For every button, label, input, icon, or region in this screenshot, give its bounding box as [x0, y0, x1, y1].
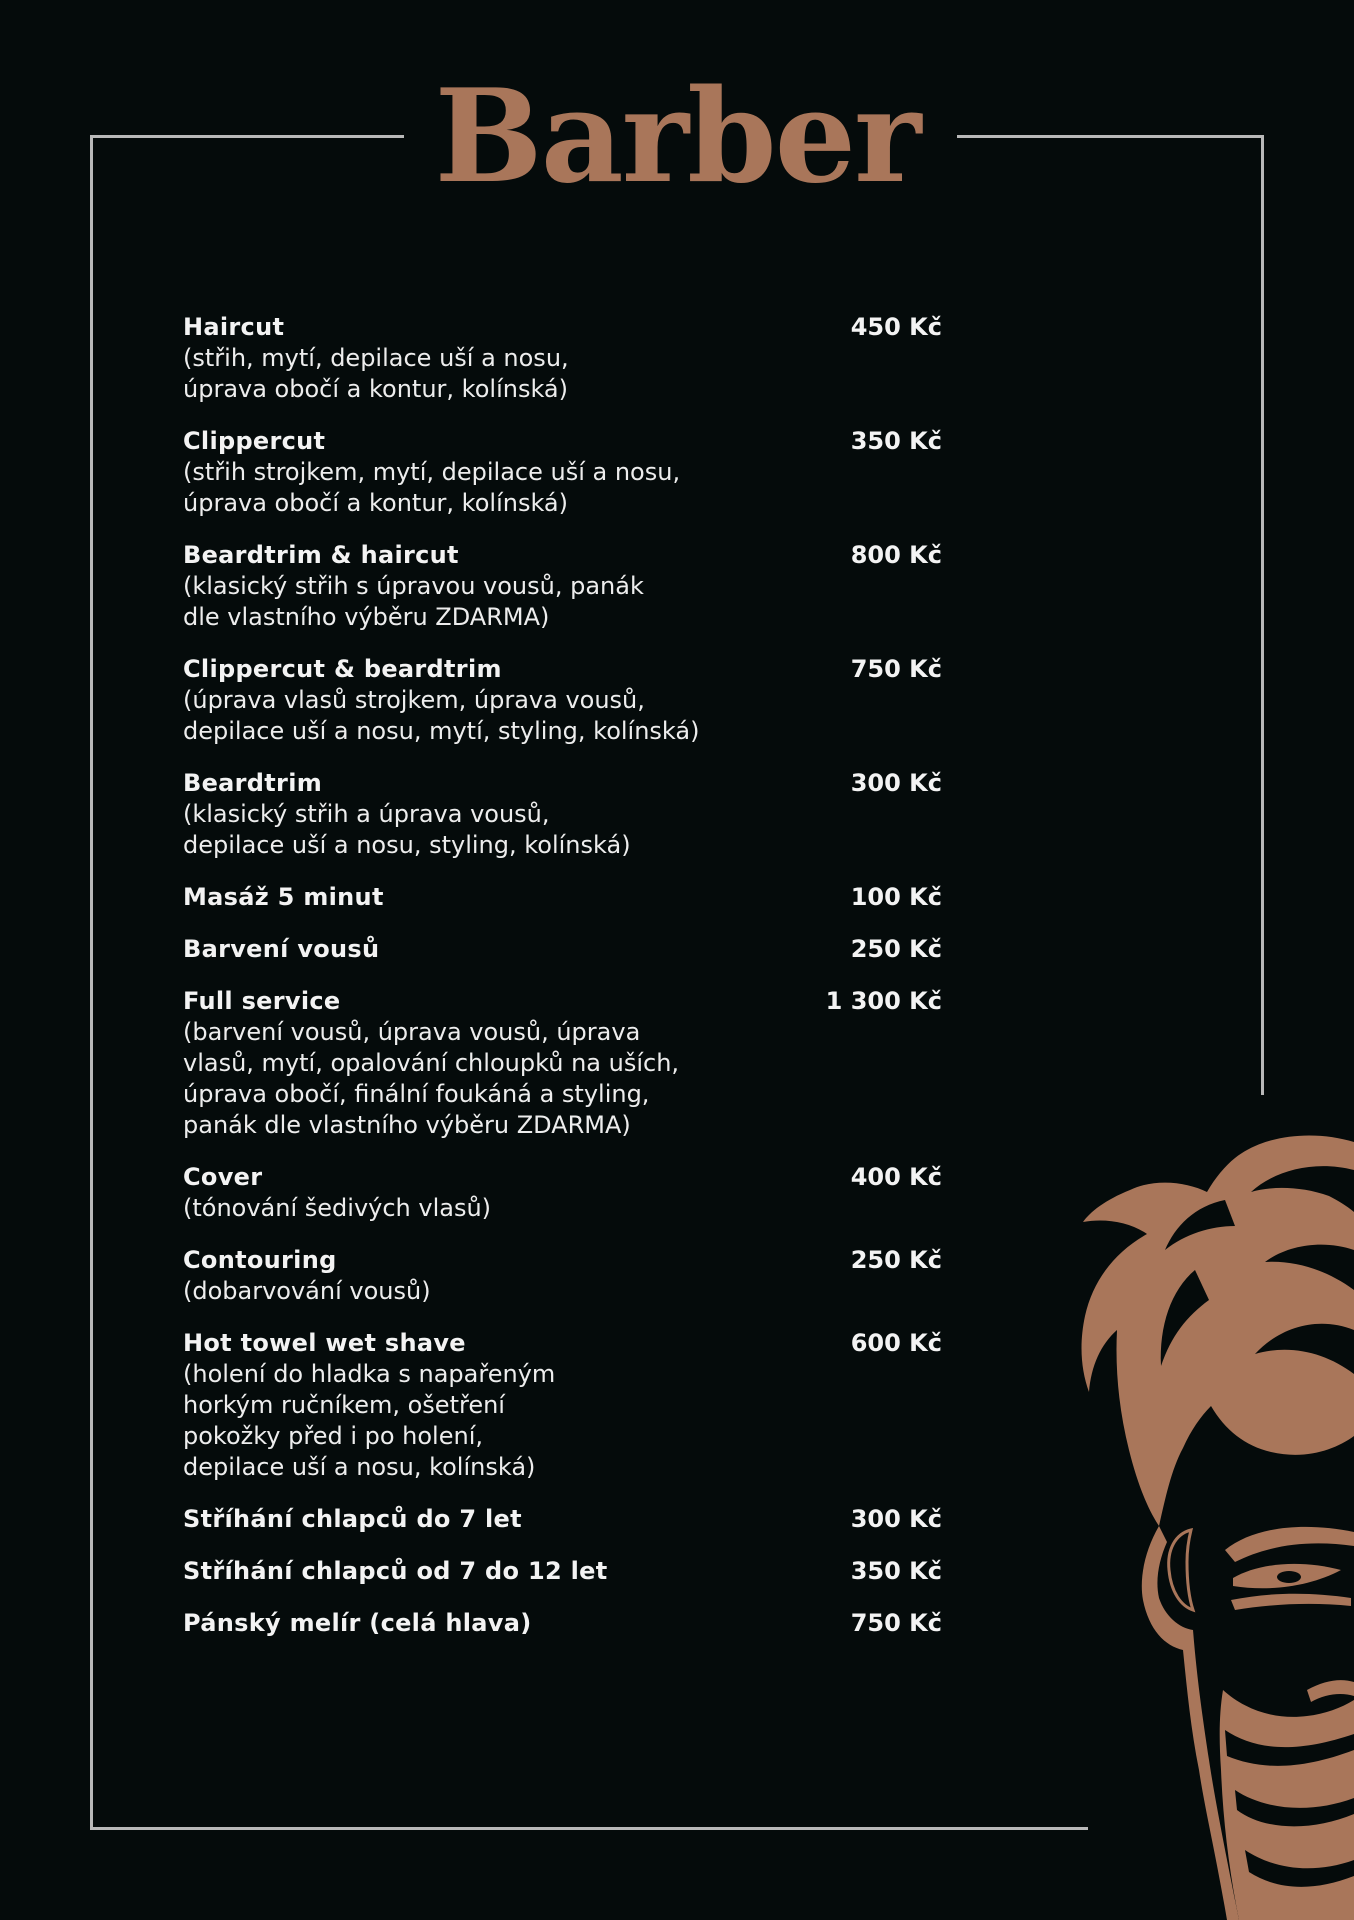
menu-item-name: Haircut [183, 313, 285, 341]
menu-item [183, 312, 943, 405]
menu-item-name: Beardtrim [183, 769, 323, 797]
frame-top-left [90, 135, 404, 138]
menu-item [183, 426, 943, 519]
menu-item-name: Stříhání chlapců do 7 let [183, 1505, 522, 1533]
menu-item-name: Cover [183, 1163, 263, 1191]
menu-item-price: 400 Kč [850, 1163, 942, 1191]
menu-item [183, 654, 943, 747]
page-title: Barber [434, 62, 920, 212]
menu-item-name: Masáž 5 minut [183, 883, 384, 911]
menu-item [183, 1556, 943, 1587]
price-list [183, 312, 943, 1660]
menu-item-name: Beardtrim & haircut [183, 541, 459, 569]
frame-right [1261, 135, 1264, 1095]
menu-item-name: Pánský melír (celá hlava) [183, 1609, 532, 1637]
menu-item-description: (barvení vousů, úprava vousů, úprava vlasů, mytí, opalování chloupků na uších, úprava obočí, finální foukáná a styling, panák dle vlastního výběru ZDARMA) [183, 1018, 680, 1139]
frame-left [90, 135, 93, 1830]
menu-item [183, 1162, 943, 1224]
menu-item-price: 600 Kč [850, 1329, 942, 1357]
menu-item [183, 882, 943, 913]
menu-item-price: 350 Kč [850, 427, 942, 455]
menu-item-name: Full service [183, 987, 341, 1015]
menu-item-name: Clippercut [183, 427, 326, 455]
menu-item-price: 300 Kč [850, 1505, 942, 1533]
menu-item-price: 350 Kč [850, 1557, 942, 1585]
menu-item [183, 768, 943, 861]
menu-item-description: (klasický střih s úpravou vousů, panák dle vlastního výběru ZDARMA) [183, 572, 644, 631]
menu-item [183, 1328, 943, 1483]
menu-item [183, 1504, 943, 1535]
menu-item-description: (klasický střih a úprava vousů, depilace uší a nosu, styling, kolínská) [183, 800, 631, 859]
menu-item [183, 1608, 943, 1639]
eyebrow-shape [1225, 1527, 1354, 1562]
menu-item-name: Contouring [183, 1246, 337, 1274]
menu-item-description: (tónování šedivých vlasů) [183, 1194, 492, 1222]
menu-item-description: (střih, mytí, depilace uší a nosu, úprava obočí a kontur, kolínská) [183, 344, 569, 403]
menu-item-price: 800 Kč [850, 541, 942, 569]
menu-item-price: 750 Kč [850, 655, 942, 683]
frame-bottom [90, 1827, 1088, 1830]
menu-item-price: 300 Kč [850, 769, 942, 797]
menu-item-description: (dobarvování vousů) [183, 1277, 431, 1305]
menu-item-name: Hot towel wet shave [183, 1329, 466, 1357]
menu-item-price: 100 Kč [850, 883, 942, 911]
menu-item-name: Clippercut & beardtrim [183, 655, 502, 683]
menu-item-price: 250 Kč [850, 935, 942, 963]
ear-shape [1169, 1530, 1193, 1610]
menu-item [183, 540, 943, 633]
menu-item-description: (úprava vlasů strojkem, úprava vousů, depilace uší a nosu, mytí, styling, kolínská) [183, 686, 700, 745]
menu-item-price: 450 Kč [850, 313, 942, 341]
menu-item-price: 750 Kč [850, 1609, 942, 1637]
menu-item [183, 986, 943, 1141]
menu-item-description: (střih strojkem, mytí, depilace uší a nosu, úprava obočí a kontur, kolínská) [183, 458, 681, 517]
menu-item-description: (holení do hladka s napařeným horkým ručníkem, ošetření pokožky před i po holení, depilace uší a nosu, kolínská) [183, 1360, 556, 1481]
menu-item [183, 1245, 943, 1307]
menu-item-price: 1 300 Kč [825, 987, 942, 1015]
menu-item-name: Barvení vousů [183, 935, 380, 963]
bearded-man-portrait-icon [1075, 1130, 1354, 1920]
menu-item-name: Stříhání chlapců od 7 do 12 let [183, 1557, 608, 1585]
frame-top-right [957, 135, 1264, 138]
menu-item [183, 934, 943, 965]
menu-item-price: 250 Kč [850, 1246, 942, 1274]
